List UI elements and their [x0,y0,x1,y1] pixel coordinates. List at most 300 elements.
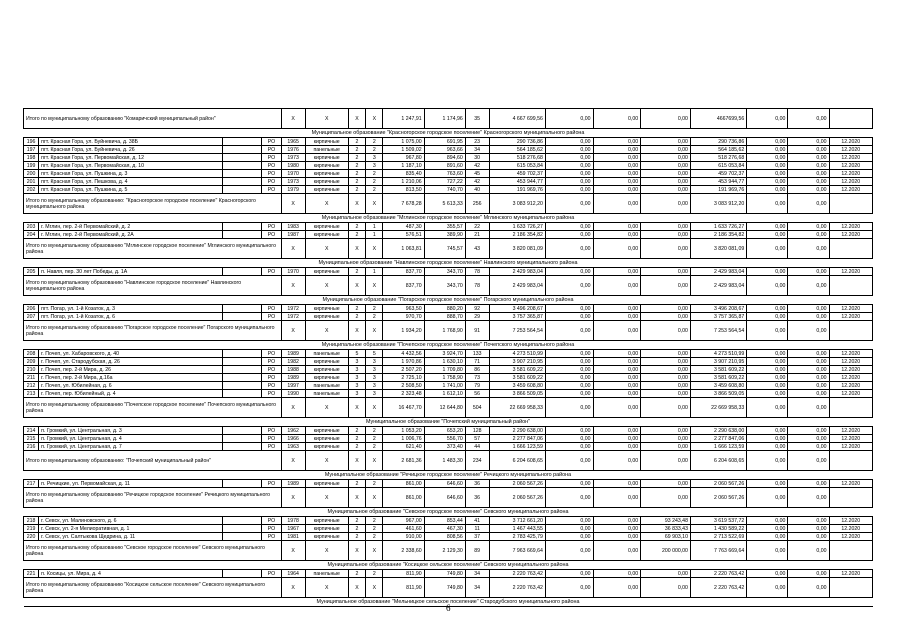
table-cell: 78 [465,268,489,276]
table-cell: 0,00 [788,443,829,451]
table-cell: 967,80 [383,154,424,162]
total-cell: 89 [465,541,489,561]
table-cell: 5 [366,350,383,358]
table-cell: 209 [24,358,39,366]
table-cell: 210 [24,366,39,374]
table-cell: 202 [24,186,39,194]
total-cell: 0,00 [747,451,788,471]
table-cell: 2 [348,146,365,154]
table-cell: 0,00 [788,305,829,313]
table-cell: 3 619 537,72 [690,517,746,525]
total-cell: X [348,398,365,418]
address-cell: г. Почеп, пер. 2-й Мира, д. 26 [39,366,223,374]
table-cell: кирпичные [305,305,348,313]
table-cell: 2 [348,533,365,541]
table-cell: кирпичные [305,268,348,276]
total-cell: 0,00 [747,488,788,508]
total-row [24,109,873,129]
table-row [24,186,873,194]
table-cell: 12.2020 [829,427,872,435]
total-cell: X [305,321,348,341]
total-cell: 3 083 912,20 [690,194,746,214]
table-cell: 23 [465,138,489,146]
table-cell: панельные [305,390,348,398]
table-cell: 0,00 [747,186,788,194]
table-cell: 290 736,86 [690,138,746,146]
table-cell: 2 [348,154,365,162]
table-cell: 3 [366,374,383,382]
table-cell: 1 758,90 [424,374,465,382]
table-cell: 12.2020 [829,162,872,170]
total-cell: 4667699,56 [690,109,746,129]
table-cell: 12.2020 [829,138,872,146]
table-cell: 191 969,76 [690,186,746,194]
address-cell: пгт. Красная Гора, ул. Буйневича, д. 26 [39,146,223,154]
total-cell: 2 060 567,26 [690,488,746,508]
total-cell: X [348,194,365,214]
table-cell: 0,00 [641,313,691,321]
total-cell: X [348,239,365,259]
total-cell: 43 [465,239,489,259]
document-page [23,108,873,607]
table-cell: 0,00 [747,170,788,178]
table-cell: РО [262,374,281,382]
total-cell: 7 253 564,54 [690,321,746,341]
total-row [24,321,873,341]
total-label: Итого по муниципальному образованию "Севское городское поселение" Севского муниципального района [24,541,282,561]
table-cell [223,170,262,178]
table-row [24,231,873,239]
table-cell: 203 [24,223,39,231]
total-cell: 0,00 [747,194,788,214]
table-cell: 0,00 [593,162,641,170]
total-cell: 2 429 983,04 [690,276,746,296]
table-cell: 0,00 [593,268,641,276]
table-cell: 1 509,02 [383,146,424,154]
table-cell: 1 [366,231,383,239]
table-cell: РО [262,366,281,374]
total-cell: 4 667 699,56 [489,109,545,129]
table-cell: 1983 [281,223,305,231]
table-cell: 2 [348,170,365,178]
total-cell: 0,00 [747,578,788,598]
table-cell: 0,00 [788,162,829,170]
table-cell: РО [262,382,281,390]
section-title: Муниципальное образование "Мельницкое сельское поселение" Стародубского муниципального района [24,598,873,607]
table-cell: 763,60 [424,170,465,178]
table-cell: 12.2020 [829,154,872,162]
table-cell: РО [262,350,281,358]
total-cell: 3 083 912,20 [489,194,545,214]
table-cell: 196 [24,138,39,146]
table-cell: 198 [24,154,39,162]
table-cell: 0,00 [593,382,641,390]
section-title: Муниципальное образование "Красногорское городское поселение" Красногорского муниципального района [24,129,873,138]
table-cell: 0,00 [641,390,691,398]
table-cell: 0,00 [641,186,691,194]
total-cell: X [348,488,365,508]
table-cell: 2 713 522,69 [690,533,746,541]
total-cell: 0,00 [593,239,641,259]
table-cell: 3 [366,154,383,162]
table-cell: 0,00 [747,350,788,358]
table-cell: 1963 [281,443,305,451]
total-row [24,488,873,508]
table-cell: 0,00 [593,154,641,162]
table-cell: 2 [348,223,365,231]
table-cell: 0,00 [641,570,691,578]
table-cell: РО [262,162,281,170]
table-cell: 69 903,10 [641,533,691,541]
table-cell: 1970 [281,170,305,178]
housing-repair-table [23,108,873,607]
total-cell: 0,00 [545,451,593,471]
total-cell: 1 063,81 [383,239,424,259]
total-cell: 0,00 [593,541,641,561]
table-cell: 2 [366,138,383,146]
total-cell: 0,00 [593,578,641,598]
total-cell: 0,00 [545,239,593,259]
address-cell: пгт. Красная Гора, ул. Буйневича, д. 38Б [39,138,223,146]
table-cell: 0,00 [593,570,641,578]
section-title: Муниципальное образование "Навлинское городское поселение" Навлинского муниципального района [24,259,873,268]
address-cell: г. Мглин, пер. 2-й Первомайский, д. 2А [39,231,223,239]
table-cell: 0,00 [788,435,829,443]
table-cell: 0,00 [788,313,829,321]
table-cell: 2 186 354,82 [489,231,545,239]
table-cell: 861,00 [383,480,424,488]
table-cell: 0,00 [747,178,788,186]
table-cell: 0,00 [788,480,829,488]
table-cell: 1973 [281,178,305,186]
table-cell: 221 [24,570,39,578]
table-cell: РО [262,570,281,578]
table-cell: 2 [366,178,383,186]
section-header-row [24,129,873,138]
table-cell: РО [262,178,281,186]
table-cell: 0,00 [641,305,691,313]
table-cell: 3 [348,358,365,366]
table-cell [223,268,262,276]
table-row [24,162,873,170]
table-cell: 0,00 [545,146,593,154]
address-cell: п. Речицкие, ул. Первомайская, д. 11 [39,480,223,488]
table-cell: 2 290 638,00 [489,427,545,435]
table-cell: 891,60 [424,162,465,170]
table-cell: кирпичные [305,358,348,366]
total-cell: 343,70 [424,276,465,296]
table-cell: 3 924,70 [424,350,465,358]
total-cell: 0,00 [747,239,788,259]
total-cell: 749,80 [424,578,465,598]
table-cell: 0,00 [545,313,593,321]
total-cell: 1 768,90 [424,321,465,341]
table-row [24,313,873,321]
table-cell: 1989 [281,480,305,488]
total-cell: 0,00 [788,109,829,129]
table-cell: 0,00 [641,480,691,488]
total-cell: 0,00 [641,109,691,129]
total-cell: X [366,398,383,418]
table-cell: 1970 [281,268,305,276]
table-cell: 3 [348,390,365,398]
table-row [24,443,873,451]
total-cell: 2 129,30 [424,541,465,561]
table-cell: 3 [366,390,383,398]
table-cell: 207 [24,313,39,321]
total-cell: 3 820 081,09 [489,239,545,259]
address-cell: пгт. Красная Гора, ул. Пушкина, д. 5 [39,186,223,194]
table-cell: 2 783 425,79 [489,533,545,541]
table-cell: 2 220 763,42 [690,570,746,578]
section-header-row [24,508,873,517]
table-cell: 653,20 [424,427,465,435]
total-cell: 0,00 [641,451,691,471]
table-cell: 2 [348,178,365,186]
table-cell: 1 053,20 [383,427,424,435]
table-cell: кирпичные [305,443,348,451]
total-cell: 16 467,70 [383,398,424,418]
total-cell: X [305,109,348,129]
table-cell: 3 757 365,87 [489,313,545,321]
table-cell: 459 702,37 [489,170,545,178]
table-cell: 0,00 [545,170,593,178]
table-cell: 0,00 [747,231,788,239]
table-cell: 3 [348,374,365,382]
total-cell: 0,00 [593,488,641,508]
table-cell: 204 [24,231,39,239]
section-header-row [24,214,873,223]
address-cell: п. Навля, пер. 30 лет Победы, д. 1А [39,268,223,276]
total-cell: X [305,194,348,214]
total-cell: 36 [465,488,489,508]
total-label: Итого по муниципальному образованию "Почепское городское поселение" Почепского муниципального района [24,398,282,418]
section-title: Муниципальное образование "Погарское городское поселение" Погарского муниципального района [24,296,873,305]
table-cell: 12.2020 [829,366,872,374]
total-cell: 0,00 [747,109,788,129]
table-cell: 835,40 [383,170,424,178]
total-cell: 0,00 [747,321,788,341]
table-cell: 3 866 509,05 [489,390,545,398]
table-cell: 220 [24,533,39,541]
table-cell: 22 [465,223,489,231]
table-cell: 0,00 [747,154,788,162]
table-cell: 201 [24,178,39,186]
table-cell: 0,00 [747,313,788,321]
table-cell: 2 [366,533,383,541]
table-cell: 0,00 [593,170,641,178]
table-cell: 0,00 [545,186,593,194]
table-cell: 208 [24,350,39,358]
table-cell: 1965 [281,138,305,146]
table-cell: кирпичные [305,366,348,374]
table-cell: 0,00 [641,268,691,276]
table-cell: 0,00 [747,435,788,443]
table-cell: 1982 [281,358,305,366]
table-cell: 888,70 [424,313,465,321]
table-cell: 0,00 [747,146,788,154]
table-cell: 3 757 365,87 [690,313,746,321]
table-cell: РО [262,533,281,541]
table-cell: 1972 [281,313,305,321]
table-cell: РО [262,427,281,435]
table-cell: 3 496 208,67 [489,305,545,313]
table-cell: 2 [348,268,365,276]
table-cell: 0,00 [641,435,691,443]
table-cell: 1997 [281,382,305,390]
table-cell: РО [262,313,281,321]
total-cell [829,541,872,561]
total-cell: 0,00 [641,194,691,214]
table-cell: 36 833,43 [641,525,691,533]
total-cell: 0,00 [593,109,641,129]
table-cell: 0,00 [747,366,788,374]
table-cell: 12.2020 [829,178,872,186]
table-cell: 2 429 983,04 [690,268,746,276]
table-cell: 42 [465,162,489,170]
table-cell: 0,00 [545,154,593,162]
total-cell [829,488,872,508]
table-cell: 2 [348,162,365,170]
table-cell: 1 630,10 [424,358,465,366]
table-cell: 389,90 [424,231,465,239]
table-cell: 2 [366,525,383,533]
table-cell: 740,70 [424,186,465,194]
table-cell [223,186,262,194]
table-cell: 0,00 [545,435,593,443]
total-cell: 7 763 669,64 [690,541,746,561]
table-cell: 3 581 609,22 [690,366,746,374]
table-cell: 2 [348,186,365,194]
table-cell: 518 276,68 [690,154,746,162]
table-cell: 86 [465,366,489,374]
table-cell: 2 [366,570,383,578]
table-cell: кирпичные [305,435,348,443]
table-cell: 880,20 [424,305,465,313]
table-cell: 0,00 [545,358,593,366]
table-cell: 0,00 [641,146,691,154]
table-cell: 373,40 [424,443,465,451]
table-cell: 2 290 638,00 [690,427,746,435]
table-cell [223,162,262,170]
table-cell: РО [262,525,281,533]
table-cell: 0,00 [747,480,788,488]
table-cell: кирпичные [305,170,348,178]
table-cell: 970,70 [383,313,424,321]
table-cell: 0,00 [593,146,641,154]
table-cell: кирпичные [305,162,348,170]
total-row [24,578,873,598]
table-cell: кирпичные [305,533,348,541]
table-cell: 0,00 [545,390,593,398]
table-cell: 0,00 [593,517,641,525]
total-cell: X [281,194,305,214]
total-cell: X [366,578,383,598]
table-cell: 564 185,62 [690,146,746,154]
total-cell: 22 669 958,33 [690,398,746,418]
table-cell: 2 [348,435,365,443]
table-cell: 0,00 [641,178,691,186]
table-cell: 1989 [281,350,305,358]
table-row [24,390,873,398]
table-cell: 2 [348,138,365,146]
table-cell [223,480,262,488]
table-cell: 12.2020 [829,570,872,578]
table-cell [223,435,262,443]
table-cell [223,305,262,313]
table-cell: 0,00 [641,427,691,435]
table-cell: 1 430 589,22 [690,525,746,533]
table-cell: 2 [348,313,365,321]
table-cell: 12.2020 [829,480,872,488]
total-cell: X [305,451,348,471]
table-cell: 3 581 609,22 [690,374,746,382]
table-cell: РО [262,146,281,154]
table-cell: 0,00 [747,358,788,366]
table-cell: 2 [366,305,383,313]
total-cell: 12 644,80 [424,398,465,418]
table-cell: 12.2020 [829,313,872,321]
total-cell: 2 429 983,04 [489,276,545,296]
address-cell: г. Почеп, ул. Стародубская, д. 26 [39,358,223,366]
table-cell: 0,00 [593,178,641,186]
table-cell: 3 907 210,95 [489,358,545,366]
total-cell: X [305,541,348,561]
table-cell: кирпичные [305,186,348,194]
total-cell: 2 060 567,26 [489,488,545,508]
table-cell: кирпичные [305,480,348,488]
table-cell: панельные [305,382,348,390]
total-cell: 0,00 [641,398,691,418]
total-cell: X [281,398,305,418]
table-cell: 200 [24,170,39,178]
table-row [24,525,873,533]
table-cell: 576,51 [383,231,424,239]
total-row [24,239,873,259]
address-cell: п. Громкий, ул. Центральная, д. 3 [39,427,223,435]
table-cell: 212 [24,382,39,390]
table-cell: 1978 [281,517,305,525]
table-cell: 0,00 [545,305,593,313]
total-label: Итого по муниципальному образованию "Мглинское городское поселение" Мглинского муниципального района [24,239,282,259]
table-row [24,305,873,313]
total-cell: 0,00 [747,398,788,418]
table-cell: 3 [366,162,383,170]
table-cell: 0,00 [788,170,829,178]
total-cell: 0,00 [593,398,641,418]
table-cell: 12.2020 [829,390,872,398]
total-cell: 0,00 [641,276,691,296]
table-cell: 21 [465,231,489,239]
total-cell: 861,00 [383,488,424,508]
table-row [24,570,873,578]
total-cell: 811,90 [383,578,424,598]
table-cell: 910,00 [383,533,424,541]
table-cell: 0,00 [593,480,641,488]
total-cell: 1 247,91 [383,109,424,129]
table-cell: 12.2020 [829,146,872,154]
total-cell: 0,00 [545,321,593,341]
table-cell: 0,00 [747,268,788,276]
table-row [24,427,873,435]
table-cell: 2 186 354,82 [690,231,746,239]
table-cell: 45 [465,170,489,178]
table-cell: 564 185,62 [489,146,545,154]
table-cell: 2 060 567,26 [690,480,746,488]
table-cell: 197 [24,146,39,154]
total-cell: 35 [465,109,489,129]
address-cell: п. Громкий, ул. Центральная, д. 4 [39,435,223,443]
